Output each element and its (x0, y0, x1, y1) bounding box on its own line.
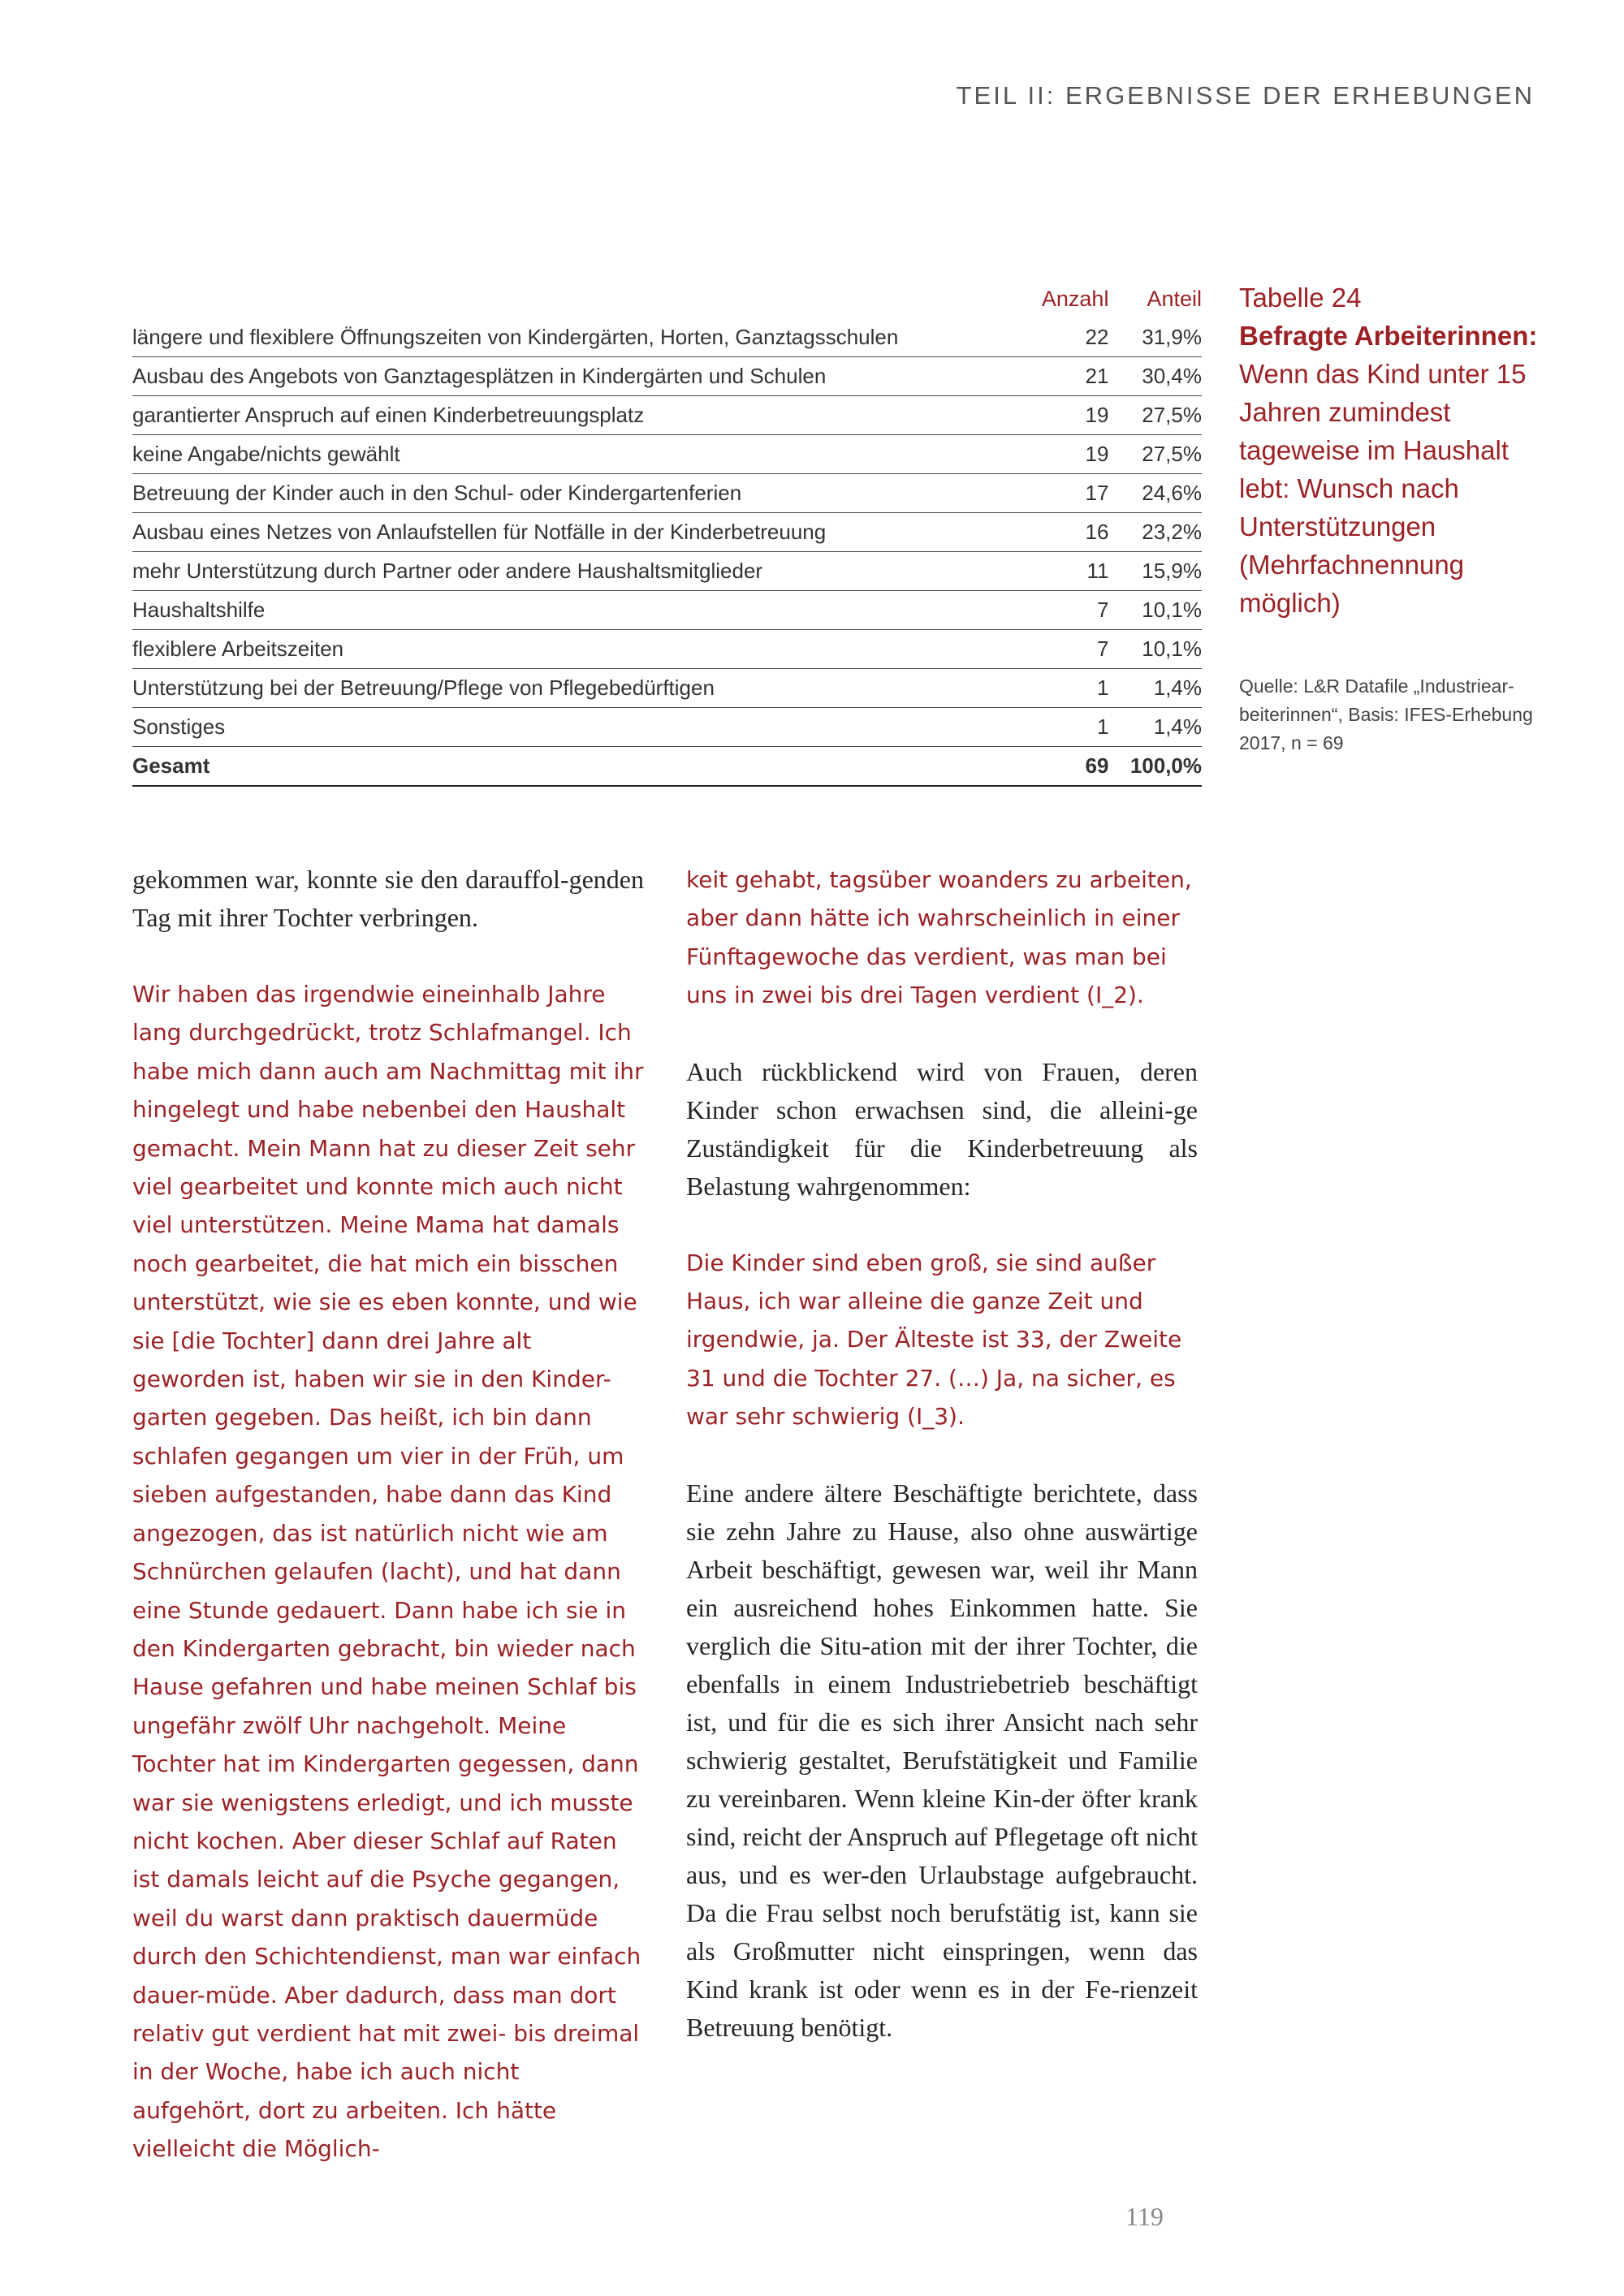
table-row (132, 474, 1202, 513)
body-paragraph: Auch rückblickend wird von Frauen, deren Kinder schon erwachsen sind, die alleini-ge Zuständigkeit für die Kinderbetreuung als Belastung wahrgenommen: (686, 1056, 1198, 1201)
row-count: 17 (1042, 474, 1109, 513)
row-count: 19 (1042, 435, 1109, 474)
body-paragraph: Eine andere ältere Beschäftigte berichtete, dass sie zehn Jahre zu Hause, also ohne auswärtige Arbeit beschäftigt, gewesen war, weil ihr Mann ein ausreichend hohes Einkommen hatte. Sie verglich die Situ-ation mit der ihrer Tochter, die ebenfalls in einem Industriebetrieb beschäftigt ist, und für die es sich ihrer Ansicht nach sehr schwierig gestaltet, Berufstätigkeit und Familie zu vereinbaren. Wenn kleine Kin-der öfter krank sind, reicht der Anspruch auf Pflegetage oft nicht aus, und es wer-den Urlaubstage aufgebraucht. Da die Frau selbst noch berufstätig ist, kann sie als Großmutter nicht einspringen, wenn das Kind krank ist oder wenn es in der Fe-rienzeit Betreuung benötigt. (686, 1478, 1198, 2042)
row-label: Ausbau des Angebots von Ganztagesplätzen in Kindergärten und Schulen (132, 357, 1042, 396)
row-share: 31,9% (1108, 318, 1202, 357)
row-label: keine Angabe/nichts gewählt (132, 435, 1042, 474)
table-row (132, 435, 1202, 474)
row-count: 16 (1042, 513, 1109, 552)
interview-quote: Die Kinder sind eben groß, sie sind außer Haus, ich war alleine die ganze Zeit und irgendwie, ja. Der Älteste ist 33, der Zweite 31 und die Tochter 27. (…) Ja, na sicher, es war sehr schwierig (I_3). (686, 1249, 1182, 1431)
table-row (132, 708, 1202, 747)
table-number: Tabelle 24 (1239, 283, 1362, 313)
row-label: Haushaltshilfe (132, 591, 1042, 630)
total-share: 100,0% (1108, 747, 1202, 787)
caption-title-bold: Befragte Arbeiterinnen: (1239, 321, 1538, 351)
column-header-anteil: Anteil (1147, 286, 1202, 311)
table-row (132, 630, 1202, 669)
table-caption (1239, 278, 1548, 622)
row-label: Betreuung der Kinder auch in den Schul- oder Kindergartenferien (132, 474, 1042, 513)
row-count: 11 (1042, 552, 1109, 591)
table-header-row (132, 284, 1202, 318)
row-label: Unterstützung bei der Betreuung/Pflege von Pflegebedürftigen (132, 669, 1042, 708)
row-count: 22 (1042, 318, 1109, 357)
table-header-label (132, 284, 1042, 318)
row-count: 1 (1042, 669, 1109, 708)
row-share: 27,5% (1108, 396, 1202, 435)
row-label: mehr Unterstützung durch Partner oder andere Haushaltsmitglieder (132, 552, 1042, 591)
row-share: 1,4% (1108, 708, 1202, 747)
row-label: Sonstiges (132, 708, 1042, 747)
table-row (132, 552, 1202, 591)
row-share: 10,1% (1108, 630, 1202, 669)
left-column (132, 861, 644, 2169)
row-share: 15,9% (1108, 552, 1202, 591)
table-row (132, 318, 1202, 357)
interview-quote: Wir haben das irgendwie eineinhalb Jahre lang durchgedrückt, trotz Schlafmangel. Ich habe mich dann auch am Nachmittag mit ihr hingelegt und habe nebenbei den Haushalt gemacht. Mein Mann hat zu dieser Zeit sehr viel gearbeitet und konnte mich auch nicht viel unterstützen. Meine Mama hat damals noch gearbeitet, die hat mich ein bisschen unterstützt, wie sie es eben konnte, und wie sie [die Tochter] dann drei Jahre alt geworden ist, haben wir sie in den Kinder-garten gegeben. Das heißt, ich bin dann schlafen gegangen um vier in der Früh, um sieben aufgestanden, habe dann das Kind angezogen, das ist natürlich nicht wie am Schnürchen gelaufen (lacht), und hat dann eine Stunde gedauert. Dann habe ich sie in den Kindergarten gebracht, bin wieder nach Hause gefahren und habe meinen Schlaf bis ungefähr zwölf Uhr nachgeholt. Meine Tochter hat im Kindergarten gegessen, dann war sie wenigstens erledigt, und ich musste nicht kochen. Aber dieser Schlaf auf Raten ist damals leicht auf die Psyche gegangen, weil du warst dann praktisch dauermüde durch den Schichtendienst, man war einfach dauer-müde. Aber dadurch, dass man dort relativ gut verdient hat mit zwei- bis dreimal in der Woche, habe ich auch nicht aufgehört, dort zu arbeiten. Ich hätte vielleicht die Möglich- (132, 981, 644, 2163)
right-column (686, 861, 1198, 2047)
row-share: 10,1% (1108, 591, 1202, 630)
table-row (132, 669, 1202, 708)
row-share: 30,4% (1108, 357, 1202, 396)
row-label: Ausbau eines Netzes von Anlaufstellen für Notfälle in der Kinderbetreuung (132, 513, 1042, 552)
row-count: 1 (1042, 708, 1109, 747)
page-number: 119 (1125, 2202, 1164, 2231)
interview-quote: keit gehabt, tagsüber woanders zu arbeiten, aber dann hätte ich wahrscheinlich in einer Fünftagewoche das verdient, was man bei uns in zwei bis drei Tagen verdient (I_2). (686, 866, 1192, 1009)
table-row (132, 357, 1202, 396)
caption-title: Wenn das Kind unter 15 Jahren zumindest tageweise im Haushalt lebt: Wunsch nach Unterstützungen (Mehrfachnennung möglich) (1239, 359, 1527, 618)
data-table (132, 284, 1202, 787)
column-header-anzahl: Anzahl (1041, 286, 1109, 311)
row-count: 7 (1042, 630, 1109, 669)
row-label: flexiblere Arbeitszeiten (132, 630, 1042, 669)
row-label: garantierter Anspruch auf einen Kinderbetreuungsplatz (132, 396, 1042, 435)
total-label: Gesamt (132, 747, 1042, 787)
table-row (132, 591, 1202, 630)
row-share: 1,4% (1108, 669, 1202, 708)
table-row (132, 513, 1202, 552)
row-count: 19 (1042, 396, 1109, 435)
table-total-row (132, 747, 1202, 787)
row-label: längere und flexiblere Öffnungszeiten von Kindergärten, Horten, Ganztagsschulen (132, 318, 1042, 357)
row-share: 27,5% (1108, 435, 1202, 474)
row-count: 21 (1042, 357, 1109, 396)
body-paragraph: gekommen war, konnte sie den darauffol-genden Tag mit ihrer Tochter verbringen. (132, 865, 644, 932)
table-row (132, 396, 1202, 435)
running-header: TEIL II: ERGEBNISSE DER ERHEBUNGEN (956, 81, 1535, 110)
row-share: 24,6% (1108, 474, 1202, 513)
row-count: 7 (1042, 591, 1109, 630)
total-count: 69 (1042, 747, 1109, 787)
table-source: Quelle: L&R Datafile „Industriear-beiterinnen“, Basis: IFES-Erhebung 2017, n = 69 (1239, 675, 1533, 753)
row-share: 23,2% (1108, 513, 1202, 552)
